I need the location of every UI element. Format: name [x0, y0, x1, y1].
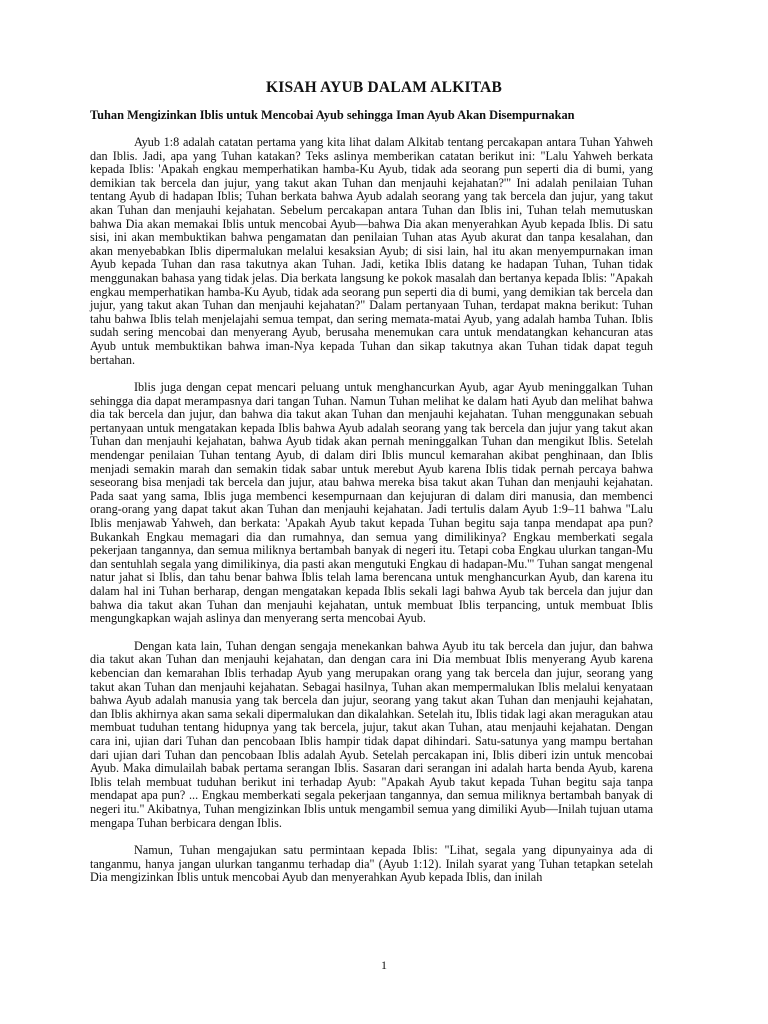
document-title: KISAH AYUB DALAM ALKITAB — [265, 79, 503, 96]
document-body — [90, 136, 653, 899]
paragraph: Ayub 1:8 adalah catatan pertama yang kita lihat dalam Alkitab tentang percakapan antara Tuhan Yahweh dan Iblis. Jadi, apa yang Tuhan katakan? Teks aslinya memberikan catatan berikut ini: "Lalu Yahweh berkata kepada Iblis: 'Apakah engkau memperhatikan hamba-Ku Ayub, tidak ada seorang pun seperti dia di bumi, yang demikian tak bercela dan jujur, yang takut akan Tuhan dan menjauhi kejahatan?'" Ini adalah penilaian Tuhan tentang Ayub di hadapan Iblis; Tuhan berkata bahwa Ayub adalah seorang yang tak bercela dan jujur, yang takut akan Tuhan dan menjauhi kejahatan. Sebelum percakapan antara Tuhan dan Iblis ini, Tuhan telah memutuskan bahwa Dia akan memakai Iblis untuk mencobai Ayub—bahwa Dia akan menyerahkan Ayub kepada Iblis. Di satu sisi, ini akan membuktikan bahwa pengamatan dan penilaian Tuhan atas Ayub akurat dan tanpa kesalahan, dan akan menyebabkan Iblis dipermalukan melalui kesaksian Ayub; di sisi lain, hal itu akan menyempurnakan iman Ayub kepada Tuhan dan rasa takutnya akan Tuhan. Jadi, ketika Iblis datang ke hadapan Tuhan, Tuhan tidak menggunakan bahasa yang tidak jelas. Dia berkata langsung ke pokok masalah dan bertanya kepada Iblis: "Apakah engkau memperhatikan hamba-Ku Ayub, tidak ada seorang pun seperti dia di bumi, yang demikian tak bercela dan jujur, yang takut akan Tuhan dan menjauhi kejahatan?" Dalam pertanyaan Tuhan, terdapat makna berikut: Tuhan tahu bahwa Iblis telah menjelajahi semua tempat, dan sering mematа-matai Ayub, yang adalah hamba Tuhan. Iblis sudah sering mencobai dan menyerang Ayub, berusaha menemukan cara untuk mendatangkan kehancuran atas Ayub untuk membuktikan bahwa iman-Nya kepada Tuhan dan sikap takutnya akan Tuhan tidak dapat teguh bertahan. — [90, 135, 653, 367]
document-subtitle: Tuhan Mengizinkan Iblis untuk Mencobai Ayub sehingga Iman Ayub Akan Disempurnakan — [90, 108, 575, 122]
page-number: 1 — [381, 958, 387, 972]
paragraph: Dengan kata lain, Tuhan dengan sengaja menekankan bahwa Ayub itu tak bercela dan jujur, dan bahwa dia takut akan Tuhan dan menjauhi kejahatan, dan dengan cara ini Dia membuat Iblis menyerang Ayub karena kebencian dan kemarahan Iblis terhadap Ayub yang merupakan orang yang tak bercela dan jujur, seorang yang takut akan Tuhan dan menjauhi kejahatan. Sebagai hasilnya, Tuhan akan mempermalukan Iblis melalui kenyataan bahwa Ayub adalah manusia yang tak bercela dan jujur, seorang yang takut akan Tuhan dan menjauhi kejahatan, dan Iblis akhirnya akan sama sekali dipermalukan dan dikalahkan. Setelah itu, Iblis tidak lagi akan meragukan atau membuat tuduhan tentang hidupnya yang tak bercela, jujur, takut akan Tuhan, atau menjauhi kejahatan. Dengan cara ini, ujian dari Tuhan dan pencobaan Iblis hampir tidak dapat dihindari. Satu-satunya yang mampu bertahan dari ujian dari Tuhan dan pencobaan Iblis adalah Ayub. Setelah percakapan ini, Iblis diberi izin untuk mencobai Ayub. Maka dimulailah babak pertama serangan Iblis. Sasaran dari serangan ini adalah harta benda Ayub, karena Iblis telah membuat tuduhan berikut ini terhadap Ayub: "Apakah Ayub takut kepada Tuhan begitu saja tanpa mendapat apa pun? ... Engkau memberkati segala pekerjaan tangannya, dan semua miliknya bertambah banyak di negeri itu." Akibatnya, Tuhan mengizinkan Iblis untuk mengambil semua yang dimiliki Ayub—Inilah tujuan utama mengapa Tuhan berbicara dengan Iblis. — [90, 638, 653, 830]
paragraph: Iblis juga dengan cepat mencari peluang untuk menghancurkan Ayub, agar Ayub meninggalkan Tuhan sehingga dia dapat merampasnya dari tangan Tuhan. Namun Tuhan melihat ke dalam hati Ayub dan melihat bahwa dia tak bercela dan jujur, dan bahwa dia takut akan Tuhan dan menjauhi kejahatan. Tuhan menggunakan sebuah pertanyaan untuk mengatakan kepada Iblis bahwa Ayub adalah seorang yang tak bercela dan jujur yang takut akan Tuhan dan menjauhi kejahatan, bahwa Ayub tidak akan pernah meninggalkan Tuhan dan mengikut Iblis. Setelah mendengar penilaian Tuhan tentang Ayub, di dalam diri Iblis muncul kemarahan akibat penghinaan, dan Iblis menjadi semakin marah dan semakin tidak sabar untuk merebut Ayub karena Iblis tidak pernah percaya bahwa seseorang bisa menjadi tak bercela dan jujur, atau bahwa mereka bisa takut akan Tuhan dan menjauhi kejahatan. Pada saat yang sama, Iblis juga membenci kesempurnaan dan kejujuran di dalam diri manusia, dan membenci orang-orang yang dapat takut akan Tuhan dan menjauhi kejahatan. Jadi tertulis dalam Ayub 1:9–11 bahwa "Lalu Iblis menjawab Yahweh, dan berkata: 'Apakah Ayub takut kepada Tuhan begitu saja tanpa mendapat apa pun? Bukankah Engkau memagari dia dan rumahnya, dan semua yang dimilikinya? Engkau memberkati segala pekerjaan tangannya, dan semua miliknya bertambah banyak di negeri itu. Tetapi coba Engkau ulurkan tangan-Mu dan sentuhlah segala yang dimilikinya, dia pasti akan mengutuki Engkau di hadapan-Mu.'" Tuhan sangat mengenal natur jahat si Iblis, dan tahu benar bahwa Iblis telah lama berencana untuk menghancurkan Ayub, dan karena itu dalam hal ini Tuhan berharap, dengan mengatakan kepada Iblis sekali lagi bahwa Ayub tak bercela dan jujur dan bahwa dia takut akan Tuhan dan menjauhi kejahatan, untuk membuat Iblis terpancing, untuk membuat Iblis mengungkapkan wajah aslinya dan menyerang serta mencobai Ayub. — [90, 380, 653, 626]
paragraph: Namun, Tuhan mengajukan satu permintaan kepada Iblis: "Lihat, segala yang dipunyainya ada di tanganmu, hanya jangan ulurkan tanganmu terhadap dia" (Ayub 1:12). Inilah syarat yang Tuhan tetapkan setelah Dia mengizinkan Iblis untuk mencobai Ayub dan menyerahkan Ayub kepada Iblis, dan inilah — [90, 843, 653, 885]
